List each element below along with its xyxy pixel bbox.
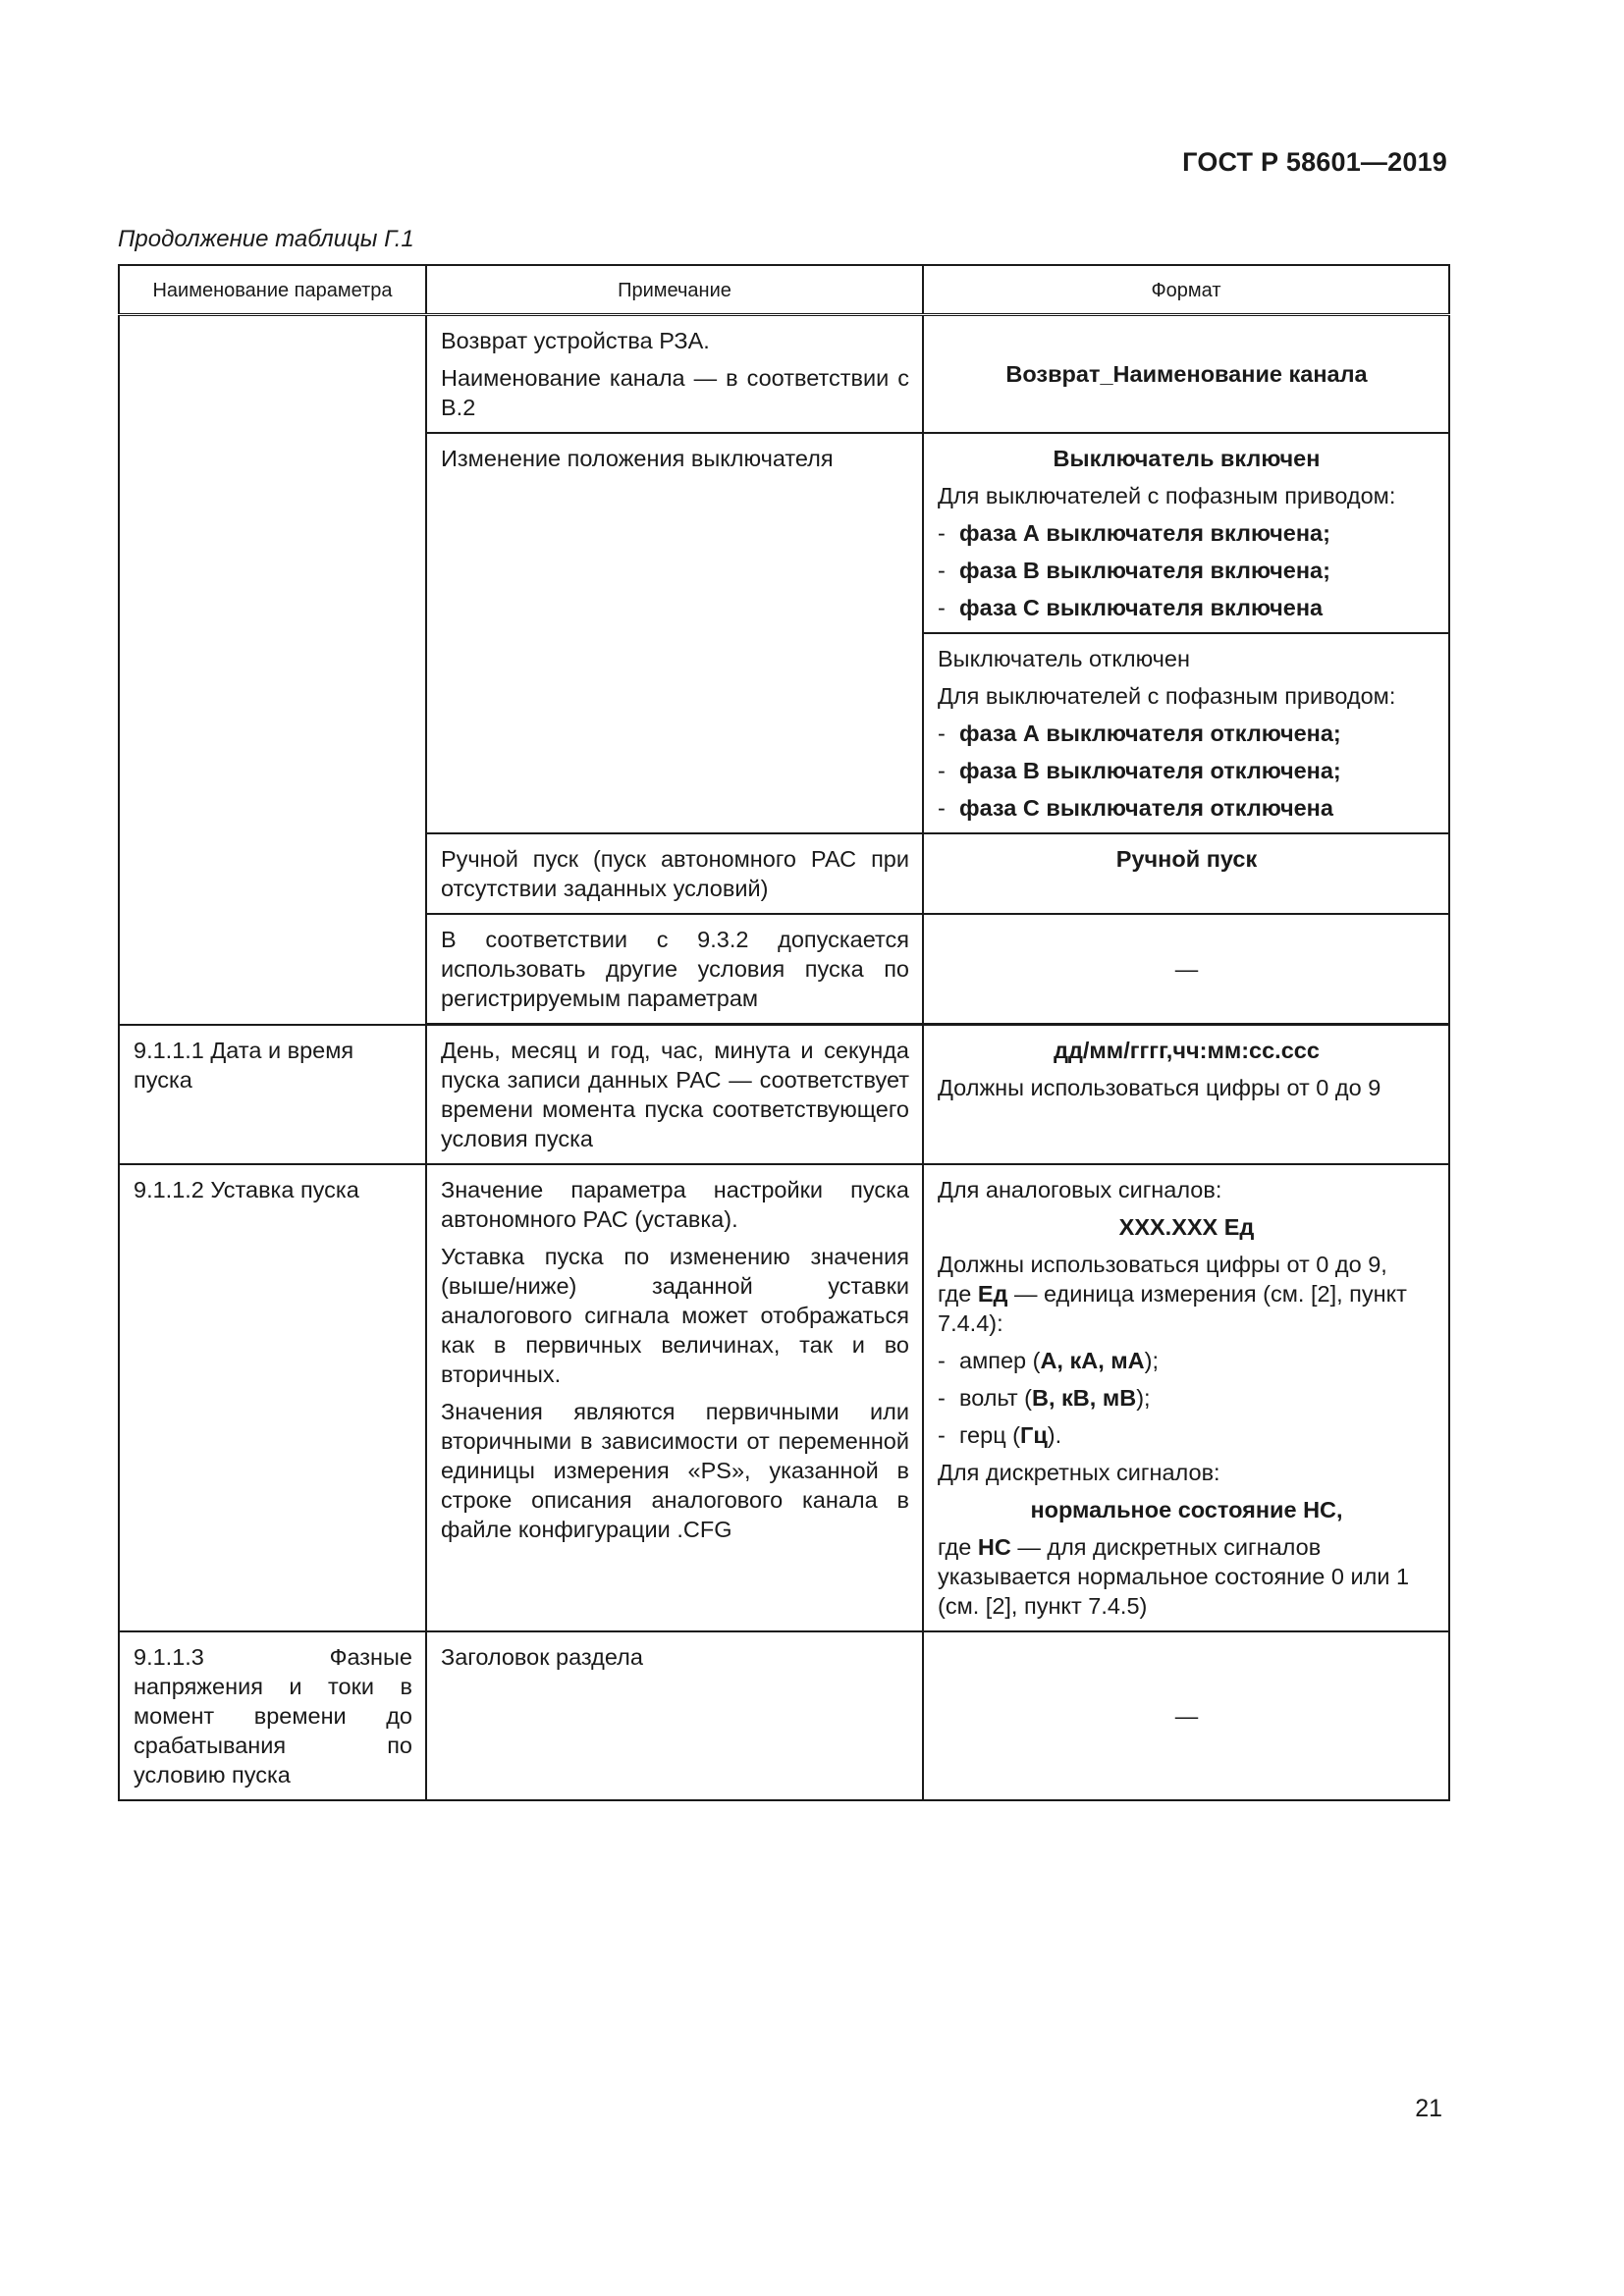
format-pattern: нормальное состояние НС, [1030, 1497, 1343, 1522]
column-header-parameter: Наименование параметра [119, 265, 426, 315]
unit-close: ); [1136, 1385, 1151, 1411]
column-header-note: Примечание [426, 265, 923, 315]
list-item [938, 1383, 1435, 1413]
list-item: - фаза С выключателя отключена [938, 793, 1435, 823]
format-text [938, 1532, 1435, 1621]
note-text: Возврат устройства РЗА. [441, 328, 710, 353]
note-text: Уставка пуска по изменению значения (выше/ниже) заданной уставки аналогового сигнала может отображаться как в первичных величинах, так и во вторичных. [441, 1244, 909, 1387]
note-text: День, месяц и год, час, минута и секунда пуска записи данных РАС — соответствует времени момента пуска соответствующего условия пуска [441, 1038, 909, 1151]
note-text: Значение параметра настройки пуска автономного РАС (уставка). [441, 1177, 909, 1232]
format-ns-description: — для дискретных сигналов указывается нормальное состояние 0 или 1 (см. [2], пункт 7.4.5) [938, 1534, 1410, 1619]
list-item: - фаза В выключателя включена; [938, 556, 1435, 585]
format-title: дд/мм/гггг,чч:мм:сс.ссс [1054, 1038, 1320, 1063]
em-dash-value: — [1174, 1703, 1199, 1729]
phase-list [938, 518, 1435, 622]
note-text: Ручной пуск (пуск автономного РАС при отсутствии заданных условий) [441, 846, 909, 901]
column-header-format: Формат [923, 265, 1449, 315]
format-cell [923, 833, 1449, 914]
table-header-row [119, 265, 1449, 315]
note-text: Наименование канала — в соответствии с В.2 [441, 365, 909, 420]
format-intro: Для выключателей с пофазным приводом: [938, 483, 1396, 508]
list-item: - фаза А выключателя отключена; [938, 719, 1435, 748]
table-row [119, 1164, 1449, 1631]
format-text: Для дискретных сигналов: [938, 1460, 1220, 1485]
unit-name: ампер ( [959, 1348, 1041, 1373]
format-cell [923, 315, 1449, 434]
format-text: Для аналоговых сигналов: [938, 1177, 1222, 1202]
format-cell [923, 633, 1449, 833]
note-text: В соответствии с 9.3.2 допускается использовать другие условия пуска по регистрируемым параметрам [441, 927, 909, 1011]
standard-id: ГОСТ Р 58601—2019 [1182, 147, 1447, 177]
note-cell [426, 1631, 923, 1800]
parameter-name: 9.1.1.2 Уставка пуска [134, 1177, 359, 1202]
format-unit: Ед [977, 1281, 1008, 1307]
unit-close: ). [1047, 1422, 1062, 1448]
format-title: Выключатель включен [1053, 446, 1321, 471]
list-item: - фаза В выключателя отключена; [938, 756, 1435, 785]
format-value: Ручной пуск [1115, 846, 1258, 872]
format-intro: Для выключателей с пофазным приводом: [938, 683, 1396, 709]
format-where: где [938, 1534, 972, 1560]
note-text: Значения являются первичными или вторичными в зависимости от переменной единицы измерения «PS», указанной в строке описания аналогового канала в файле конфигурации .CFG [441, 1399, 909, 1542]
table-row [119, 1631, 1449, 1800]
note-cell [426, 1025, 923, 1165]
unit-list [938, 1346, 1435, 1450]
note-cell [426, 833, 923, 914]
format-cell [923, 1164, 1449, 1631]
format-value: Возврат_Наименование канала [1005, 361, 1368, 387]
table-row [119, 315, 1449, 434]
format-text: Должны использоваться цифры от 0 до 9 [938, 1075, 1381, 1100]
list-item [938, 1420, 1435, 1450]
format-ns: НС [977, 1534, 1011, 1560]
note-text: Заголовок раздела [441, 1644, 643, 1670]
parameter-cell-empty [119, 315, 426, 1025]
table-row [119, 1025, 1449, 1165]
page-number: 21 [1415, 2095, 1442, 2122]
em-dash-value: — [1174, 956, 1199, 982]
format-pattern: XXX.XXX Ед [1118, 1214, 1255, 1240]
list-item: - фаза А выключателя включена; [938, 518, 1435, 548]
parameter-name: 9.1.1.1 Дата и время пуска [134, 1037, 354, 1093]
phase-list [938, 719, 1435, 823]
note-cell [426, 433, 923, 833]
format-text [938, 1250, 1435, 1338]
format-where: где [938, 1281, 972, 1307]
note-cell [426, 1164, 923, 1631]
note-text: Изменение положения выключателя [441, 446, 834, 471]
parameter-cell [119, 1025, 426, 1165]
format-cell [923, 914, 1449, 1025]
format-digits: Должны использоваться цифры от 0 до 9, [938, 1252, 1387, 1277]
unit-close: ); [1144, 1348, 1159, 1373]
parameter-cell [119, 1631, 426, 1800]
unit-symbols: Гц [1020, 1422, 1048, 1448]
unit-name: вольт ( [959, 1385, 1033, 1411]
note-cell [426, 315, 923, 434]
format-title: Выключатель отключен [938, 646, 1190, 671]
format-cell [923, 433, 1449, 633]
format-cell [923, 1631, 1449, 1800]
parameters-table [118, 264, 1450, 1801]
table-continuation-caption: Продолжение таблицы Г.1 [118, 226, 414, 252]
format-cell [923, 1025, 1449, 1165]
unit-name: герц ( [959, 1422, 1021, 1448]
note-cell [426, 914, 923, 1025]
parameter-name: 9.1.1.3 Фазные напряжения и токи в момент времени до срабатывания по условию пуска [134, 1644, 412, 1788]
list-item: - фаза С выключателя включена [938, 593, 1435, 622]
parameter-cell [119, 1164, 426, 1631]
unit-symbols: А, кА, мА [1040, 1348, 1145, 1373]
unit-symbols: В, кВ, мВ [1032, 1385, 1137, 1411]
format-unit-description: — единица измерения (см. [2], пункт 7.4.4): [938, 1281, 1407, 1336]
list-item [938, 1346, 1435, 1375]
